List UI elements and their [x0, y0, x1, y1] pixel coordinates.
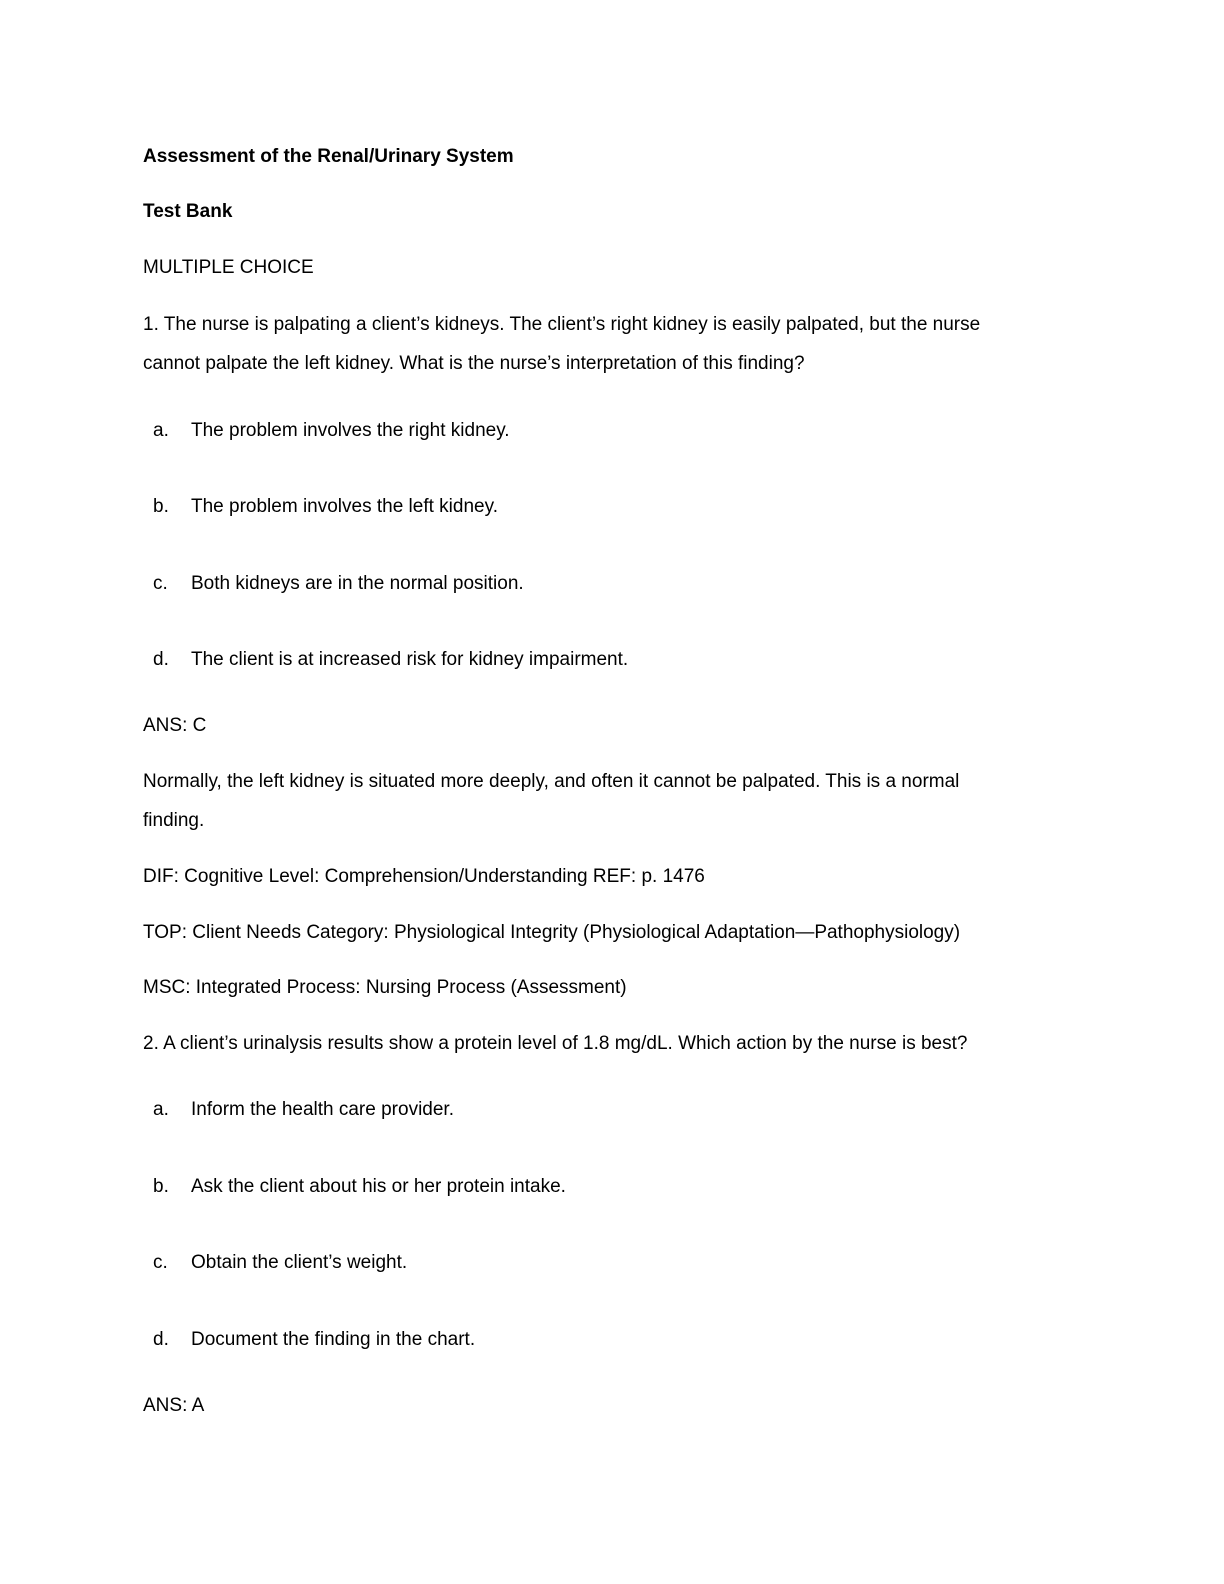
option-letter: c.: [153, 573, 168, 594]
option-letter: b.: [153, 496, 169, 517]
option-text: Both kidneys are in the normal position.: [191, 573, 524, 594]
option-letter: b.: [153, 1176, 169, 1197]
rationale-line: Normally, the left kidney is situated more deeply, and often it cannot be palpated. This is a normal: [143, 771, 960, 792]
option-text: Ask the client about his or her protein intake.: [191, 1176, 566, 1197]
section-heading: MULTIPLE CHOICE: [143, 257, 314, 278]
question-stem-line: cannot palpate the left kidney. What is the nurse’s interpretation of this finding?: [143, 353, 805, 374]
option-letter: d.: [153, 649, 169, 670]
misc-line: MSC: Integrated Process: Nursing Process (Assessment): [143, 977, 627, 998]
option-text: The problem involves the left kidney.: [191, 496, 498, 517]
option-text: The client is at increased risk for kidney impairment.: [191, 649, 629, 670]
difficulty-line: DIF: Cognitive Level: Comprehension/Understanding REF: p. 1476: [143, 866, 705, 887]
answer-key: ANS: C: [143, 715, 207, 736]
option-letter: a.: [153, 1099, 169, 1120]
topic-line: TOP: Client Needs Category: Physiological Integrity (Physiological Adaptation—Pathophysiology): [143, 922, 961, 943]
option-text: Obtain the client’s weight.: [191, 1252, 408, 1273]
question-stem-line: 1. The nurse is palpating a client’s kidneys. The client’s right kidney is easily palpated, but the nurse: [143, 314, 981, 335]
option-letter: d.: [153, 1329, 169, 1350]
document-subtitle: Test Bank: [143, 201, 233, 222]
answer-key: ANS: A: [143, 1395, 205, 1416]
option-letter: a.: [153, 420, 169, 441]
option-text: Document the finding in the chart.: [191, 1329, 476, 1350]
question-stem-line: 2. A client’s urinalysis results show a protein level of 1.8 mg/dL. Which action by the nurse is best?: [143, 1033, 968, 1054]
option-text: Inform the health care provider.: [191, 1099, 454, 1120]
rationale-line: finding.: [143, 810, 205, 831]
option-text: The problem involves the right kidney.: [191, 420, 510, 441]
option-letter: c.: [153, 1252, 168, 1273]
document-title: Assessment of the Renal/Urinary System: [143, 146, 514, 167]
